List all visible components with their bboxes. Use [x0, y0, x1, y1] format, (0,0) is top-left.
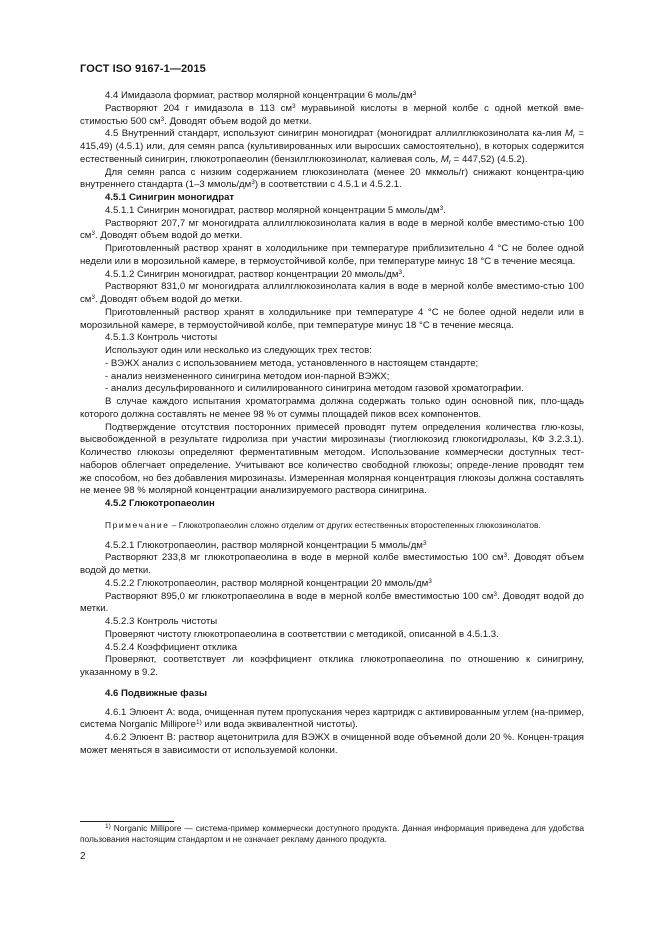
paragraph: Проверяют чистоту глюкотропаеолина в соответствии с методикой, описанной в 4.5.1.3.: [105, 628, 499, 640]
paragraph: Подтверждение отсутствия посторонних примесей проводят путем определения количества глю-козы, высвобожденной в результате гидролиза при участии мирозиназы (тиоглюкозид глюкогидролазы, КФ 3.2.3.1). Количество глюкозы определяют ферментативным методом. Использование коммерчески доступных тест-наборов облегчает определение. Учитывают все количество свободной глюкозы; опреде-ление проводят тем же способом, но без добавления мирозиназы. Измеренная молярная концентрация глюкозы должна составлять не менее 98 % молярной концентрации анализируемого раствора синигрина.: [80, 421, 584, 497]
paragraph: Растворяют 207,7 мг моногидрата аллилглюкозинолата калия в воде в мерной колбе вместимо-стью 100 $см^3$. Доводят объем водой до метки.: [80, 217, 584, 242]
section-heading-4-5-1: 4.5.1 Синигрин моногидрат: [105, 192, 235, 203]
paragraph: Растворяют 895,0 мг глюкотропаеолина в воде в мерной колбе вместимостью 100 $см^3$. Доводят водой до метки.: [80, 590, 585, 615]
section-4-5-1-3: 4.5.1.3 Контроль чистоты: [105, 332, 218, 344]
main-text: [80, 90, 584, 758]
section-4-6-1: 4.6.1 Элюент А: вода, очищенная путем пропускания через картридж с активированным углем (на-пример, система Norganic Millipore$^{1)}$ или вода эквивалентной чистоты).: [80, 706, 584, 731]
section-4-6-2: 4.6.2 Элюент В: раствор ацетонитрила для ВЭЖХ в очищенной воде объемной доли 20 %. Концен-трация может меняться в зависимости от используемой колонки.: [80, 732, 584, 756]
section-4-5-2-1: 4.5.2.1 Глюкотропаеолин, раствор молярной концентрации 5 ммоль/$дм^3$: [105, 539, 427, 551]
page-number: 2: [80, 851, 86, 862]
paragraph: В случае каждого испытания хроматограмма должна содержать только один основной пик, пло-щадь которого должна составлять не менее 98 % от суммы площадей пиков всех компонентов.: [80, 396, 584, 420]
section-4-5-2-2: 4.5.2.2 Глюкотропаеолин, раствор молярной концентрации 20 ммоль/$дм^3$: [105, 577, 432, 589]
paragraph: Для семян рапса с низким содержанием глюкозинолата (менее 20 мкмоль/г) снижают концентра-цию внутреннего стандарта (1–3 ммоль/$дм^3$) в соответствии с 4.5.1 и 4.5.2.1.: [80, 166, 584, 191]
footnote: $^{1)}$ Norganic Millipore — система-пример коммерчески доступного продукта. Данная информация приведена для удобства пользования настоящим стандартом и не означает рекламу данного продукта.: [80, 823, 584, 844]
paragraph: Приготовленный раствор хранят в холодильнике при температуре 4 °C не более одной недели или в морозильной камере, в термоустойчивой колбе, при температуре минус 18 °C в течение месяца.: [80, 306, 584, 331]
section-4-4: 4.4 Имидазола формиат, раствор молярной концентрации 6 моль/$дм^3$: [105, 90, 417, 101]
section-4-5: 4.5 Внутренний стандарт, используют синигрин моногидрат (моногидрат аллилглюкозинолата ка-лия $M_r = 415,49$) (4.5.1) или, для семян рапса (культивированных или выросших самостоятельно), в которых содержится естественный синигрин, глюкотропаеолин (бензилглюкозинолат, калиевая соль, $M_r = 447,52$) (4.5.2).: [80, 128, 584, 166]
document-header: ГОСТ ISO 9167-1—2015: [80, 63, 206, 75]
section-heading-4-6: 4.6 Подвижные фазы: [105, 687, 208, 699]
section-4-5-1-1: 4.5.1.1 Синигрин моногидрат, раствор молярной концентрации 5 ммоль/$дм^3$.: [105, 204, 446, 216]
section-heading-4-5-2: 4.5.2 Глюкотропаеолин: [105, 498, 215, 509]
paragraph: Растворяют 204 г имидазола в 113 $см^3$ муравьиной кислоты в мерной колбе с одной меткой вме-стимостью 500 $см^3$. Доводят объем водой до метки.: [80, 102, 584, 127]
section-4-5-1-2: 4.5.1.2 Синигрин моногидрат, раствор концентрации 20 ммоль/$дм^3$.: [105, 268, 405, 280]
paragraph: Используют один или несколько из следующих трех тестов:: [105, 345, 372, 356]
section-4-5-2-3: 4.5.2.3 Контроль чистоты: [105, 616, 218, 627]
footnote-divider: [80, 821, 174, 822]
section-4-5-2-4: 4.5.2.4 Коэффициент отклика: [105, 641, 238, 653]
paragraph: Приготовленный раствор хранят в холодильнике при температуре приблизительно 4 °C не более одной недели или в морозильной камере, в термоустойчивой колбе, при температуре минус 18 °C в течение месяца.: [80, 243, 584, 267]
list-item: - анализ неизмененного синигрина методом ион-парной ВЭЖХ;: [105, 370, 390, 382]
list-item: - ВЭЖХ анализ с использованием метода, установленного в настоящем стандарте;: [105, 357, 479, 369]
paragraph: Растворяют 831,0 мг моногидрата аллилглюкозинолата калия в воде в мерной колбе вместимо-стью 100 $см^3$. Доводят объем водой до метки.: [80, 281, 584, 305]
paragraph: Проверяют, соответствует ли коэффициент отклика глюкотропаеолина по отношению к синигрину, указанному в 9.2.: [80, 654, 584, 678]
paragraph: Растворяют 233,8 мг глюкотропаеолина в воде в мерной колбе вместимостью 100 $см^3$. Доводят объем водой до метки.: [80, 552, 584, 576]
list-item: - анализ десульфированного и силилированного синигрина методом газовой хроматографии.: [105, 383, 524, 395]
note: Примечание – Глюкотропаеолин сложно отделим от других естественных второстепенных глюкозинолатов.: [105, 519, 541, 530]
